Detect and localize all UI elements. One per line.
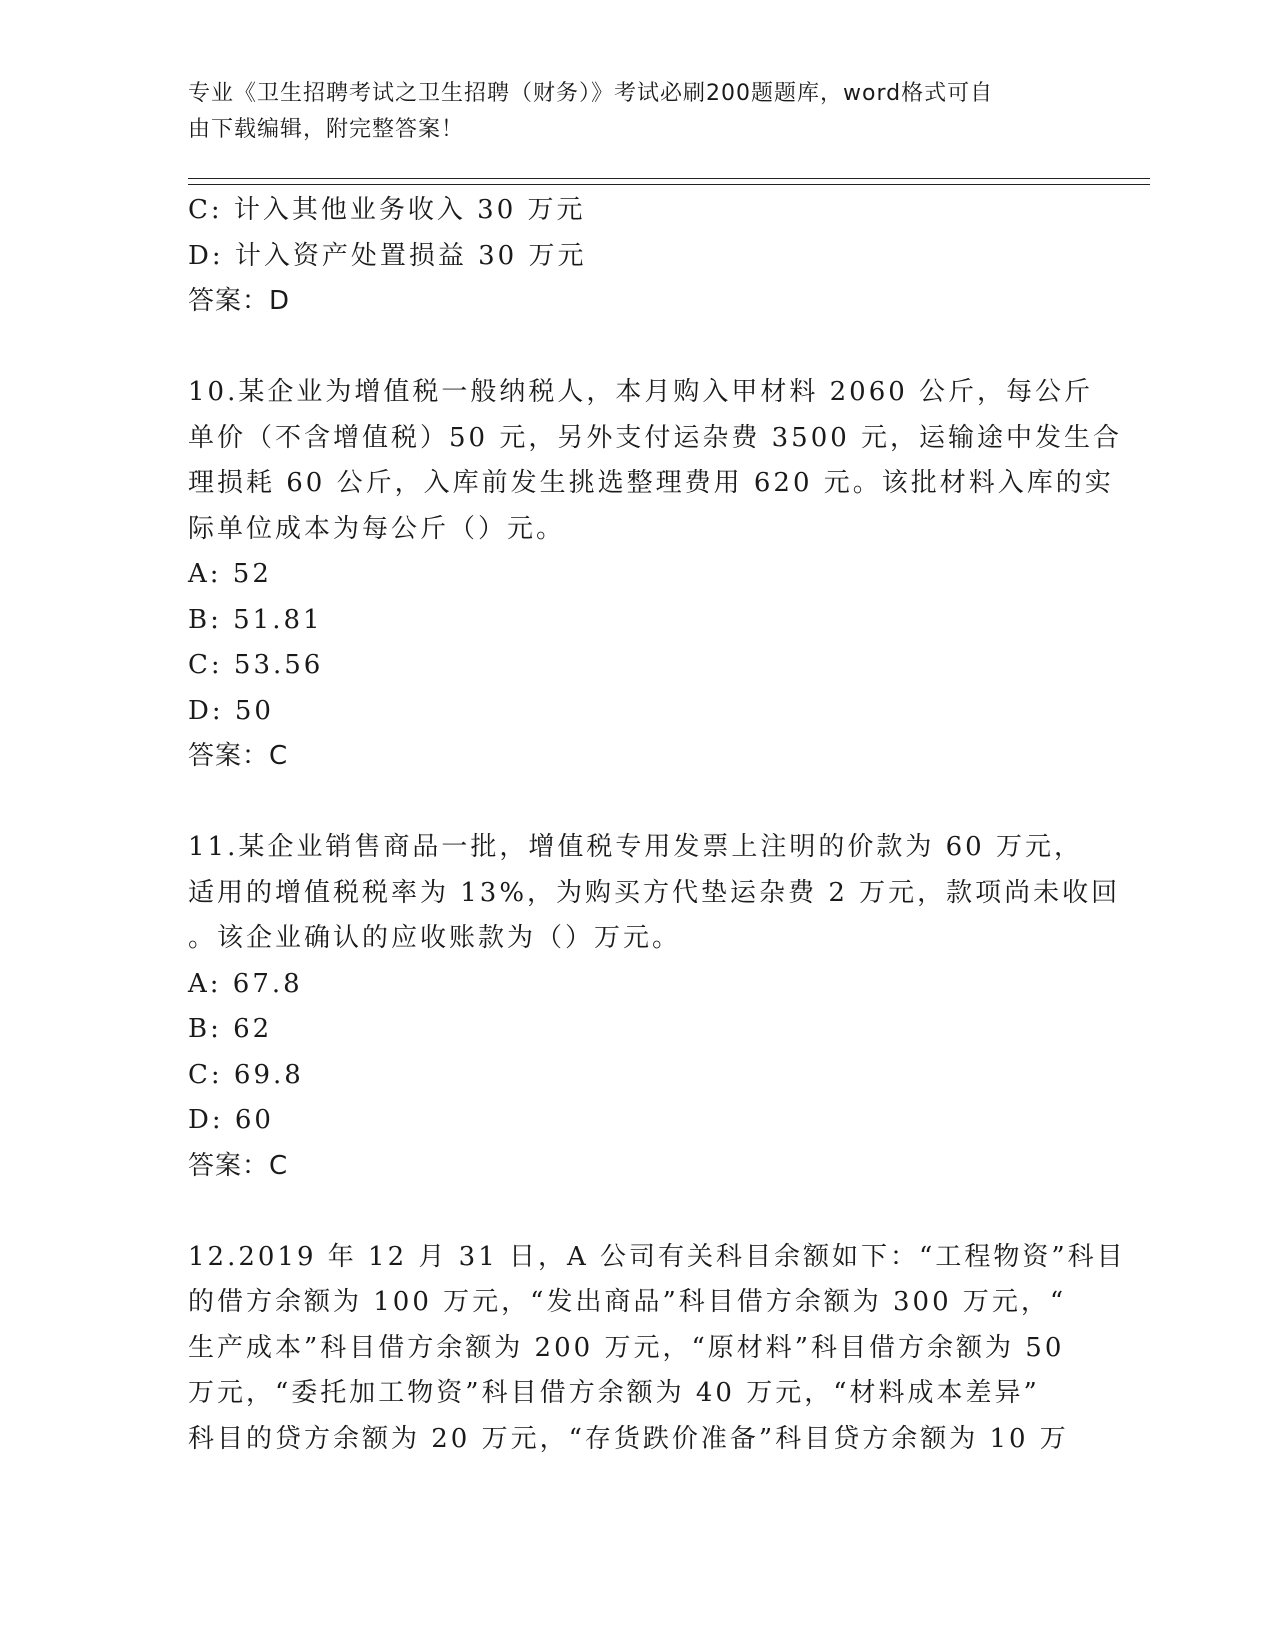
question-line: 。该企业确认的应收账款为（）万元。 xyxy=(188,923,682,953)
question-line: 12.2019 年 12 月 31 日，A 公司有关科目余额如下：“工程物资”科目 xyxy=(188,1241,1126,1272)
header-rule-bottom xyxy=(188,184,1150,185)
question-text xyxy=(188,1235,1126,1463)
header-rule-top xyxy=(188,178,1150,179)
option-b: B: 51.81 xyxy=(188,604,323,635)
option-d: D: 60 xyxy=(188,1105,274,1135)
question-12 xyxy=(188,1235,1126,1463)
option-d: D: 计入资产处置损益 30 万元 xyxy=(188,240,587,271)
question-text xyxy=(188,370,1123,552)
question-line: 理损耗 60 公斤，入库前发生挑选整理费用 620 元。该批材料入库的实 xyxy=(188,468,1114,498)
question-line: 11.某企业销售商品一批，增值税专用发票上注明的价款为 60 万元， xyxy=(188,832,1083,862)
answer-line: 答案：D xyxy=(188,286,291,316)
option-a: A: 52 xyxy=(188,559,272,589)
question-line: 10.某企业为增值税一般纳税人，本月购入甲材料 2060 公斤，每公斤 xyxy=(188,377,1094,407)
question-line: 的借方余额为 100 万元，“发出商品”科目借方余额为 300 万元，“ xyxy=(188,1287,1067,1317)
question-line: 际单位成本为每公斤（）元。 xyxy=(188,513,566,544)
question-line: 单价（不含增值税）50 元，另外支付运杂费 3500 元，运输途中发生合 xyxy=(188,422,1123,453)
option-b: B: 62 xyxy=(188,1014,273,1044)
question-text xyxy=(188,825,1121,962)
answer-line: 答案：C xyxy=(188,741,289,771)
answer-line: 答案：C xyxy=(188,1150,289,1181)
option-c: C: 53.56 xyxy=(188,650,324,680)
question-line: 万元，“委托加工物资”科目借方余额为 40 万元，“材料成本差异” xyxy=(188,1378,1040,1408)
document-body xyxy=(188,188,1126,1462)
option-d: D: 50 xyxy=(188,695,274,726)
continued-question xyxy=(188,188,1088,325)
question-line: 科目的贷方余额为 20 万元，“存货跌价准备”科目贷方余额为 10 万 xyxy=(188,1423,1069,1454)
option-a: A: 67.8 xyxy=(188,968,303,999)
question-line: 生产成本”科目借方余额为 200 万元，“原材料”科目借方余额为 50 xyxy=(188,1332,1065,1363)
question-11 xyxy=(188,825,1121,1189)
option-c: C: 69.8 xyxy=(188,1059,304,1090)
option-c: C: 计入其他业务收入 30 万元 xyxy=(188,195,586,225)
question-10 xyxy=(188,370,1123,780)
question-line: 适用的增值税税率为 13%，为购买方代垫运杂费 2 万元，款项尚未收回 xyxy=(188,877,1121,908)
header-line-1: 专业《卫生招聘考试之卫生招聘（财务）》考试必刷200题题库，word格式可自 xyxy=(188,81,994,106)
document-header xyxy=(188,76,1088,148)
header-line-2: 由下载编辑，附完整答案！ xyxy=(188,117,465,142)
